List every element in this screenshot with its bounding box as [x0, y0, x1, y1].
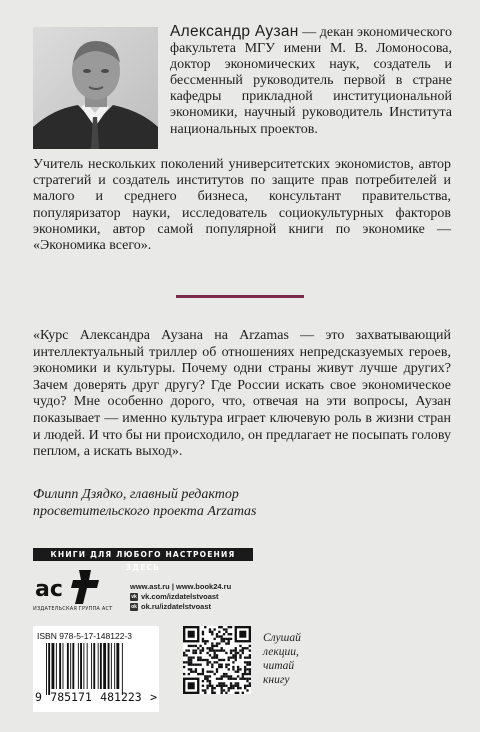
- ean-digit-group: 481223: [100, 690, 142, 704]
- bio-body: Учитель нескольких поколений университетских экономистов, автор стратегий и создатель институтов по защите прав потребителей и малого и среднего бизнеса, консультант правительства, популяризатор науки, исследователь социокультурных факторов экономики, автор самой популярной книги по экономике — «Экономика всего».: [33, 157, 451, 254]
- isbn-label: ISBN 978-5-17-148122-3: [37, 631, 132, 641]
- qr-caption-line: читай: [263, 660, 295, 672]
- ok-link[interactable]: ok.ru/izdatelstvoast: [141, 602, 212, 611]
- review-quote: «Курс Александра Аузана на Arzamas — это захватывающий интеллектуальный триллер об отношениях непредсказуемых героев, экономики и культуры. Почему одни страны живут лучше других? Зачем доверять друг другу? Где России искать свое экономическое чудо? Мне особенно дорого, что, отвечая на эти вопросы, Аузан показывает — именно культура играет ключевую роль в жизни стран и людей. И что бы ни происходило, он предлагает не посыпать голову пеплом, а искать выход».: [33, 328, 451, 460]
- ean-digit-group: 785171: [50, 690, 92, 704]
- vk-icon: vk: [131, 594, 137, 600]
- qr-caption: [263, 631, 323, 687]
- qr-caption-line: Слушай: [263, 632, 301, 644]
- signature-line: Филипп Дзядко, главный редактор: [33, 487, 239, 502]
- barcode-panel: [33, 626, 159, 712]
- ok-icon: ok: [131, 604, 137, 610]
- signature-line: просветительского проекта Arzamas: [33, 503, 257, 519]
- bio-intro: [170, 24, 452, 138]
- author-name: Александр Аузан: [170, 23, 299, 40]
- bio-intro-text: — декан экономического факультета МГУ имени М. В. Ломоносова, доктор экономических наук, создатель и бессменный руководитель первой в стране кафедры прикладной институциональной экономики, научный руководитель Института национальных проектов.: [170, 25, 452, 137]
- publisher-tagline: КНИГИ ДЛЯ ЛЮБОГО НАСТРОЕНИЯ ЗДЕСЬ: [33, 548, 253, 561]
- ok-line: [130, 602, 231, 612]
- ean-digit-group: >: [150, 690, 157, 704]
- vk-line: [130, 592, 231, 602]
- svg-text:ac: ac: [35, 577, 63, 602]
- publisher-group-caption: ИЗДАТЕЛЬСКАЯ ГРУППА АСТ: [33, 606, 113, 612]
- vk-link[interactable]: vk.com/izdatelstvoast: [141, 592, 219, 601]
- ean-digits: [35, 690, 157, 704]
- qr-caption-line: книгу: [263, 674, 290, 686]
- section-divider: [176, 295, 304, 298]
- publisher-contacts: [130, 582, 231, 612]
- ean-digit-group: 9: [35, 690, 42, 704]
- author-photo: [33, 27, 158, 149]
- barcode-bars: [44, 643, 148, 695]
- quote-signature: [33, 487, 451, 520]
- qr-caption-line: лекции,: [263, 646, 299, 658]
- qr-pattern: [183, 626, 251, 694]
- qr-code[interactable]: [183, 626, 251, 694]
- websites-line: [130, 582, 231, 592]
- websites-text[interactable]: www.ast.ru | www.book24.ru: [130, 582, 232, 591]
